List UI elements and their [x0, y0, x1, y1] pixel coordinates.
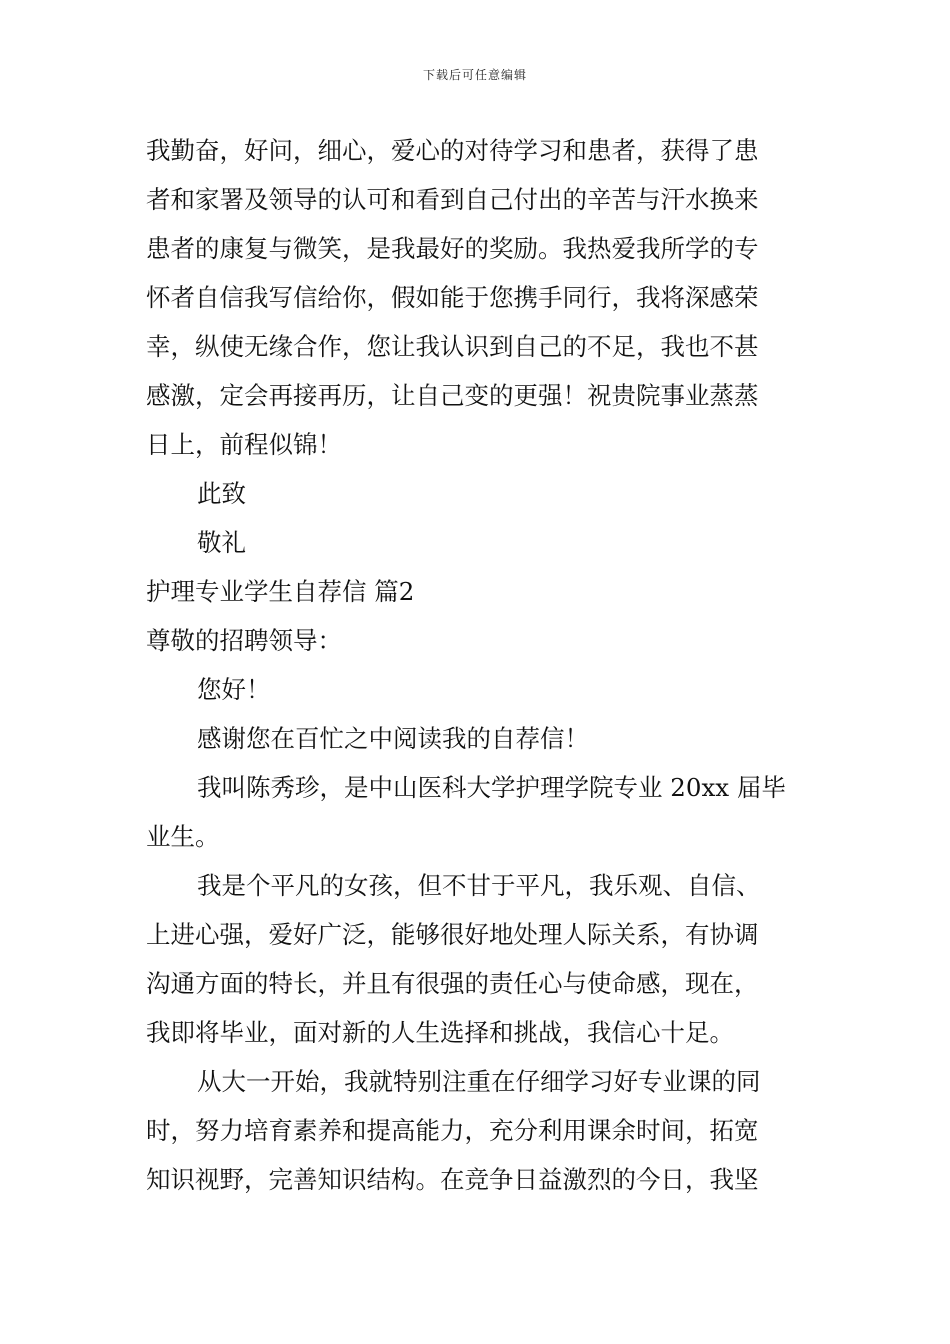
text-line: 感激，定会再接再历，让自己变的更强！祝贵院事业蒸蒸: [146, 381, 759, 410]
document-body: [146, 126, 806, 1204]
text-line: 我即将毕业，面对新的人生选择和挑战，我信心十足。: [146, 1018, 734, 1047]
text-line: 怀者自信我写信给你，假如能于您携手同行，我将深感荣: [146, 283, 759, 312]
text-line: 幸，纵使无缘合作，您让我认识到自己的不足，我也不甚: [146, 332, 759, 361]
text-line: 患者的康复与微笑，是我最好的奖励。我热爱我所学的专: [146, 234, 759, 263]
text-line: 上进心强，爱好广泛，能够很好地处理人际关系，有协调: [146, 920, 759, 949]
text-line: 知识视野，完善知识结构。在竞争日益激烈的今日，我坚: [146, 1165, 759, 1194]
text-line: 我勤奋，好问，细心，爱心的对待学习和患者，获得了患: [146, 136, 759, 165]
text-line: 感谢您在百忙之中阅读我的自荐信！: [197, 724, 589, 753]
header-note: 下载后可任意编辑: [422, 68, 527, 82]
text-line: 时，努力培育素养和提高能力，充分利用课余时间，拓宽: [146, 1116, 759, 1145]
text-line: 沟通方面的特长，并且有很强的责任心与使命感，现在，: [146, 969, 759, 998]
text-line: 业生。: [146, 822, 220, 851]
text-line: 日上，前程似锦！: [146, 430, 342, 459]
text-line: 我是个平凡的女孩，但不甘于平凡，我乐观、自信、: [197, 871, 761, 900]
text-line: 您好！: [197, 675, 271, 704]
text-line: 尊敬的招聘领导：: [146, 626, 342, 655]
text-line: 此致: [197, 479, 246, 508]
text-line: 我叫陈秀珍，是中山医科大学护理学院专业 20xx 届毕: [197, 773, 786, 802]
text-line: 护理专业学生自荐信 篇2: [146, 577, 415, 606]
text-line: 者和家署及领导的认可和看到自己付出的辛苦与汗水换来: [146, 185, 759, 214]
text-line: 敬礼: [197, 528, 246, 557]
text-line: 从大一开始，我就特别注重在仔细学习好专业课的同: [197, 1067, 761, 1096]
